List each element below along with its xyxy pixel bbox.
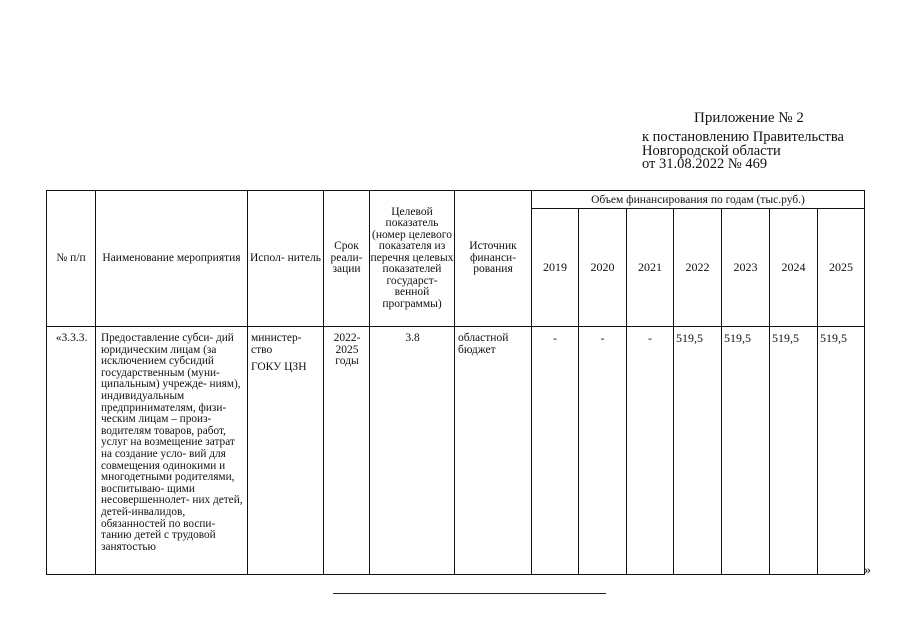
- row-value-2021: -: [627, 327, 674, 575]
- row-value-2024: 519,5: [770, 327, 818, 575]
- row-value-2022: 519,5: [674, 327, 722, 575]
- funding-table: [46, 190, 865, 575]
- row-term: 2022- 2025 годы: [324, 327, 370, 575]
- appendix-region-line: Новгородской области: [642, 143, 781, 159]
- header-volume: Объем финансирования по годам (тыс.руб.): [532, 191, 865, 209]
- row-value-2023: 519,5: [722, 327, 770, 575]
- header-num: № п/п: [47, 191, 96, 327]
- year-header: 2020: [579, 209, 627, 327]
- table-row: [47, 327, 865, 575]
- year-header: 2019: [532, 209, 579, 327]
- year-header: 2022: [674, 209, 722, 327]
- header-source: Источник финанси- рования: [455, 191, 532, 327]
- closing-quote: »: [864, 563, 871, 578]
- row-name: Предоставление субси- дий юридическим лицам (за исключением субсидий государственным (муни- ципальным) учрежде- ниям), индивидуальным предпринимателям, физи- ческим лицам – произ- водителям товаров, работ, услуг на возмещение затрат на создание усло- вий для совмещения одинокими и многодетными родителями, воспитываю- щими несовершеннолет- них детей, детей-инвалидов, обязанностей по воспи- танию детей с трудовой занятостью: [96, 327, 248, 575]
- year-header: 2025: [818, 209, 865, 327]
- row-target: 3.8: [370, 327, 455, 575]
- appendix-resolution-line: к постановлению Правительства: [642, 129, 844, 145]
- header-target: Целевой показатель (номер целевого показателя из перечня целевых показателей государст- венной программы): [370, 191, 455, 327]
- header-executor: Испол- нитель: [248, 191, 324, 327]
- year-header: 2024: [770, 209, 818, 327]
- row-source: областной бюджет: [455, 327, 532, 575]
- row-value-2019: -: [532, 327, 579, 575]
- year-header: 2023: [722, 209, 770, 327]
- row-executor-agency: ГОКУ ЦЗН: [251, 361, 307, 373]
- year-header: 2021: [627, 209, 674, 327]
- header-row: [47, 191, 865, 209]
- row-num: «3.3.3.: [47, 327, 96, 575]
- footer-divider: [333, 593, 606, 594]
- row-executor: [248, 327, 324, 575]
- appendix-date-line: от 31.08.2022 № 469: [642, 156, 768, 172]
- appendix-title: Приложение № 2: [694, 110, 804, 126]
- header-name: Наименование мероприятия: [96, 191, 248, 327]
- row-value-2025: 519,5: [818, 327, 865, 575]
- header-term: Срок реали- зации: [324, 191, 370, 327]
- row-value-2020: -: [579, 327, 627, 575]
- row-executor-ministry: министер- ство: [251, 332, 302, 356]
